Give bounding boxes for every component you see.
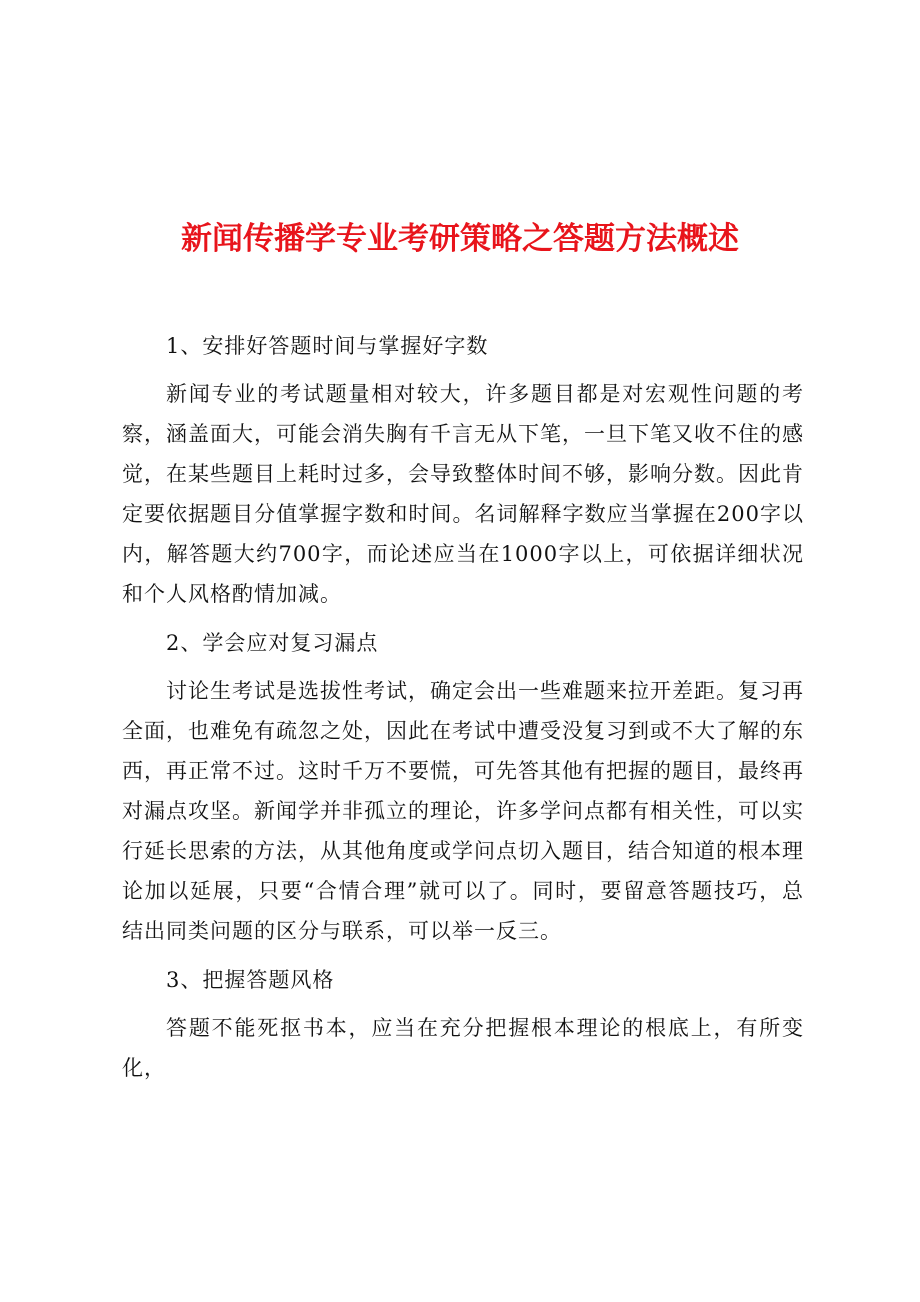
section-2-heading: 2、学会应对复习漏点: [166, 631, 379, 655]
section-2-paragraph: 讨论生考试是选拔性考试，确定会出一些难题来拉开差距。复习再全面，也难免有疏忽之处，因此在考试中遭受没复习到或不大了解的东西，再正常不过。这时千万不要慌，可先答其他有把握的题目，最终再对漏点攻坚。新闻学并非孤立的理论，许多学问点都有相关性，可以实行延长思索的方法，从其他角度或学问点切入题目，结合知道的根本理论加以延展，只要“合情合理”就可以了。同时，要留意答题技巧，总结出同类问题的区分与联系，可以举一反三。: [122, 679, 804, 943]
section-1-heading: 1、安排好答题时间与掌握好字数: [166, 334, 489, 358]
section-3-paragraph: 答题不能死抠书本，应当在充分把握根本理论的根底上，有所变化，: [122, 1016, 804, 1080]
document-body: [122, 326, 804, 1097]
document-title: 新闻传播学专业考研策略之答题方法概述: [181, 220, 739, 257]
section-3-heading: 3、把握答题风格: [166, 968, 335, 992]
section-1-paragraph: 新闻专业的考试题量相对较大，许多题目都是对宏观性问题的考察，涵盖面大，可能会消失胸有千言无从下笔，一旦下笔又收不住的感觉，在某些题目上耗时过多，会导致整体时间不够，影响分数。因此肯定要依据题目分值掌握字数和时间。名词解释字数应当掌握在200字以内，解答题大约700字，而论述应当在1000字以上，可依据详细状况和个人风格酌情加减。: [122, 382, 804, 606]
